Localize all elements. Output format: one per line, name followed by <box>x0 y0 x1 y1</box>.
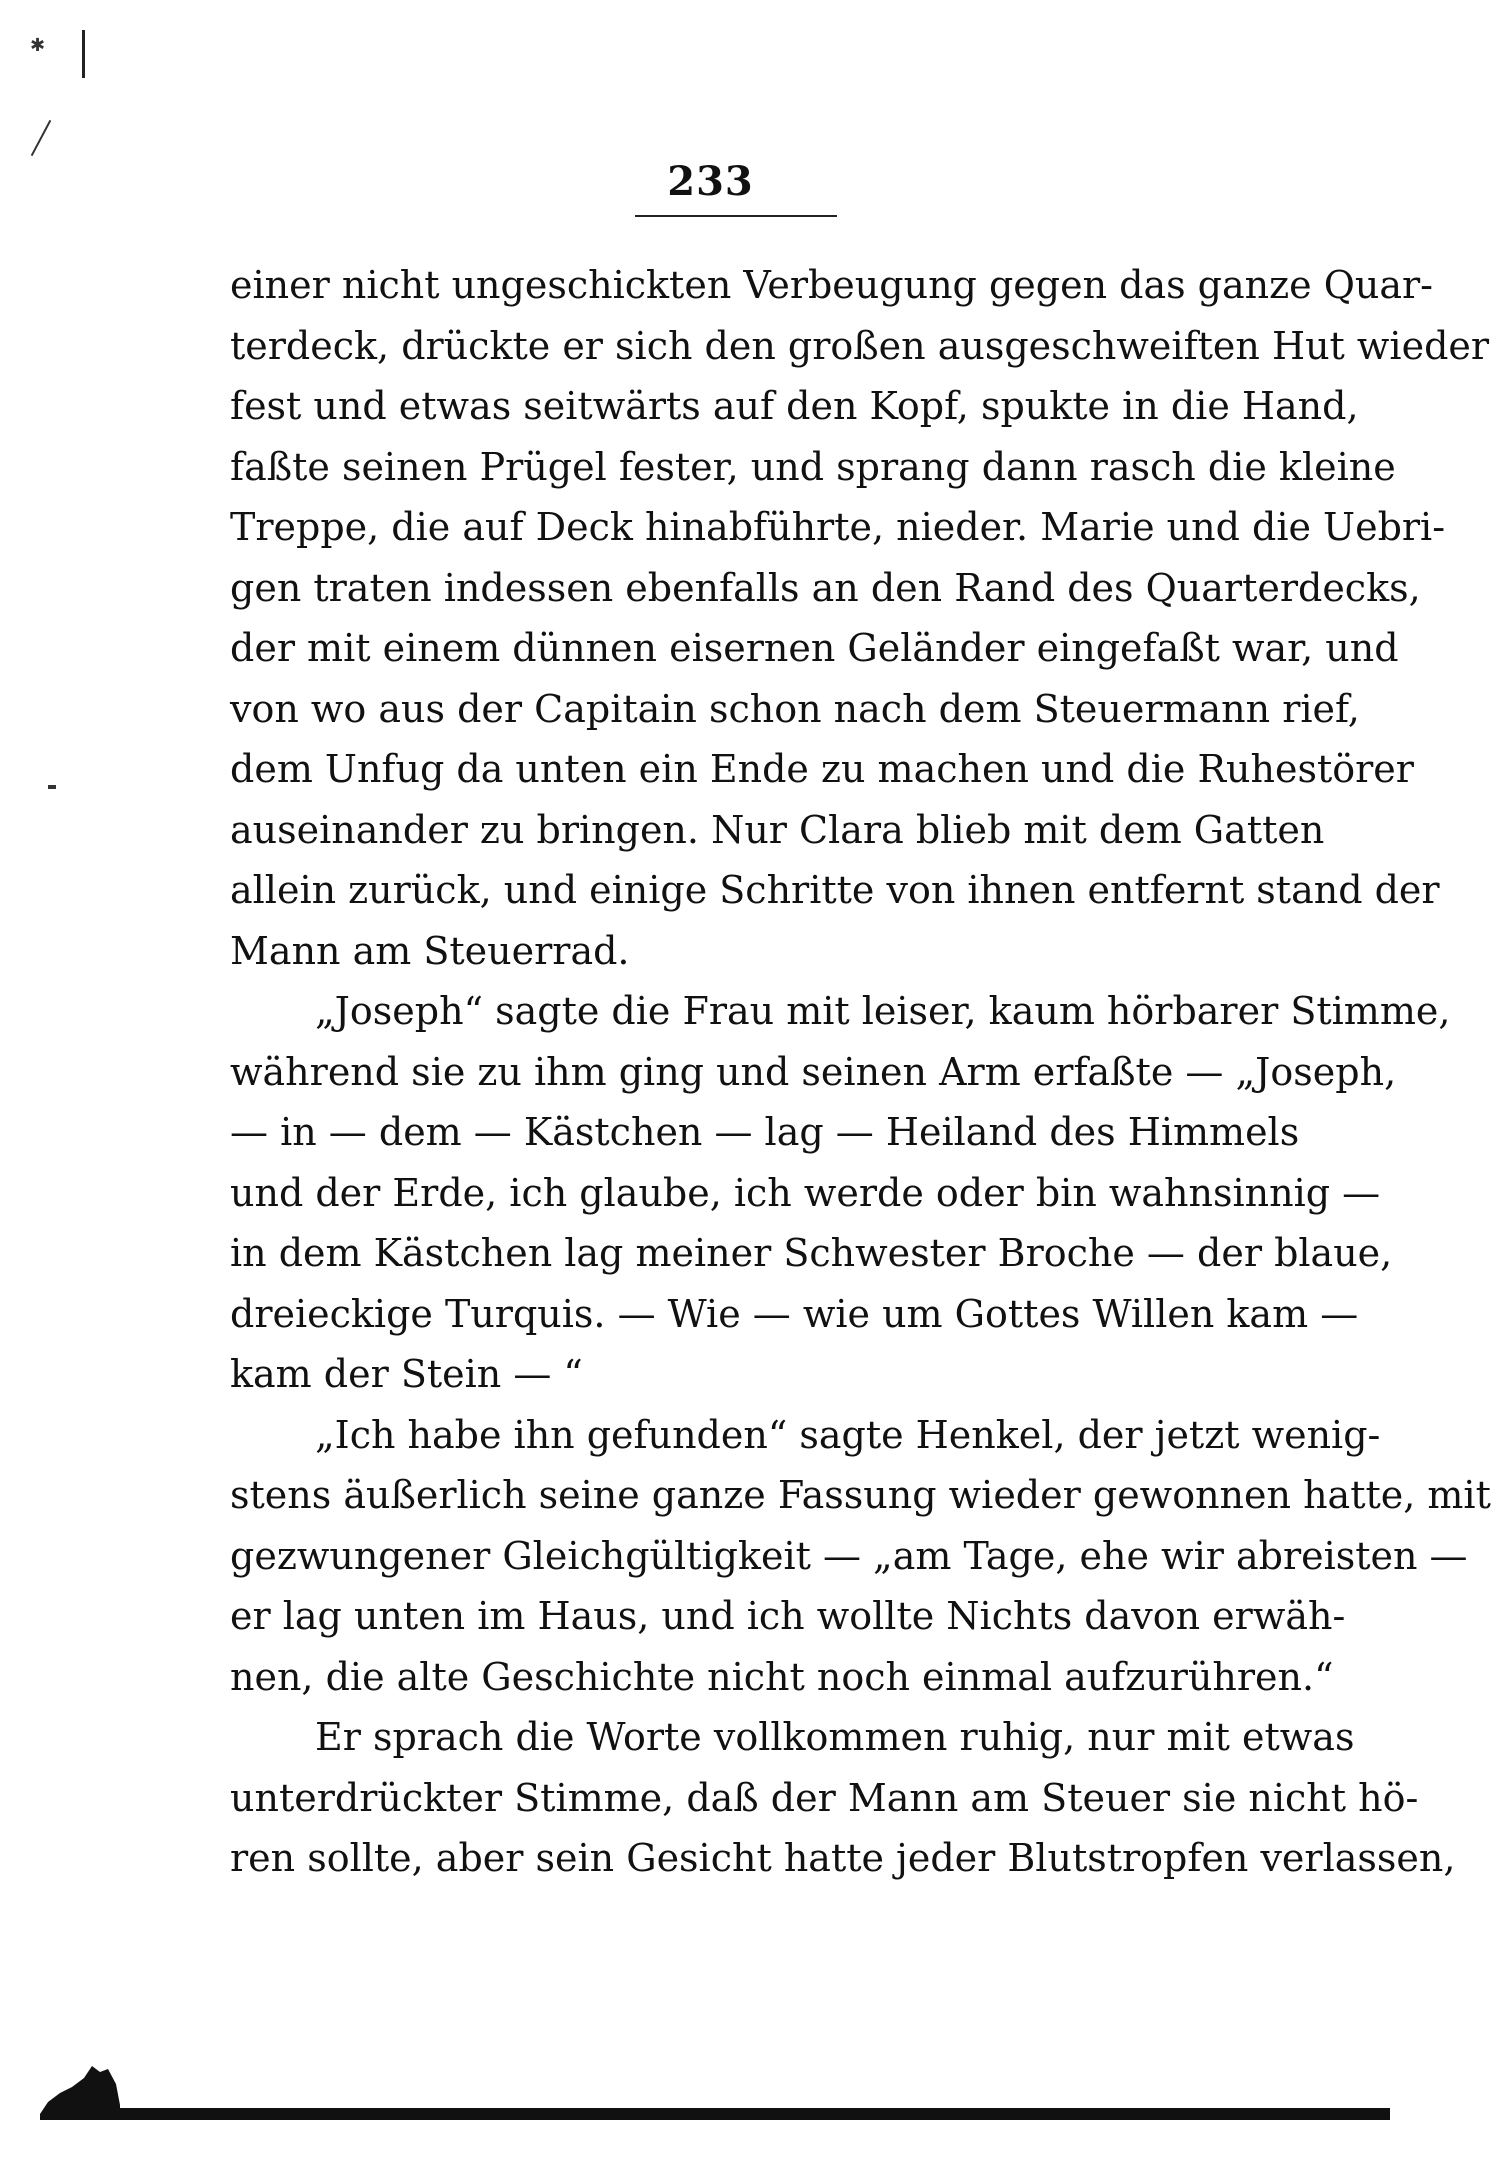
text-line: von wo aus der Capitain schon nach dem Steuermann rief, <box>230 686 1360 731</box>
text-line: fest und etwas seitwärts auf den Kopf, spukte in die Hand, <box>230 384 1359 428</box>
text-line: Treppe, die auf Deck hinabführte, nieder. Marie und die Uebri- <box>230 505 1446 549</box>
text-line: und der Erde, ich glaube, ich werde oder bin wahnsinnig — <box>230 1170 1381 1215</box>
margin-dot-mark <box>48 785 56 789</box>
paragraph <box>230 255 1490 981</box>
text-line: kam der Stein — “ <box>230 1352 583 1396</box>
text-line: dreieckige Turquis. — Wie — wie um Gottes Willen kam — <box>230 1291 1359 1336</box>
text-line: ren sollte, aber sein Gesicht hatte jeder Blutstropfen verlassen, <box>230 1836 1456 1880</box>
paragraph <box>230 1707 1456 1889</box>
header-rule <box>635 215 837 217</box>
text-line: gezwungener Gleichgültigkeit — „am Tage, ehe wir abreisten — <box>230 1533 1468 1578</box>
text-line: stens äußerlich seine ganze Fassung wieder gewonnen hatte, mit <box>230 1473 1491 1517</box>
text-line: Er sprach die Worte vollkommen ruhig, nur mit etwas <box>315 1715 1355 1759</box>
body-text <box>230 255 1491 1889</box>
text-line: er lag unten im Haus, und ich wollte Nichts davon erwäh- <box>230 1594 1346 1638</box>
text-line: während sie zu ihm ging und seinen Arm erfaßte — „Joseph, <box>230 1049 1397 1094</box>
margin-slash-mark <box>31 120 52 156</box>
text-line: gen traten indessen ebenfalls an den Rand des Quarterdecks, <box>230 565 1421 610</box>
text-line: einer nicht ungeschickten Verbeugung gegen das ganze Quar- <box>230 263 1434 307</box>
text-line: dem Unfug da unten ein Ende zu machen und die Ruhestörer <box>230 747 1414 791</box>
text-line: Mann am Steuerrad. <box>230 928 630 973</box>
text-line: in dem Kästchen lag meiner Schwester Broche — der blaue, <box>230 1231 1393 1275</box>
page-number: 233 <box>667 158 754 205</box>
margin-speck-icon: ✱ <box>30 35 46 56</box>
text-line: der mit einem dünnen eisernen Geländer eingefaßt war, und <box>230 626 1399 670</box>
text-line: faßte seinen Prügel fester, und sprang dann rasch die kleine <box>230 444 1396 489</box>
text-line: „Ich habe ihn gefunden“ sagte Henkel, der jetzt wenig- <box>315 1412 1381 1457</box>
margin-pencil-mark <box>82 30 85 78</box>
text-line: terdeck, drückte er sich den großen ausgeschweiften Hut wieder <box>230 323 1490 368</box>
paragraph <box>230 981 1451 1405</box>
footer-rule <box>45 2108 1390 2120</box>
text-line: nen, die alte Geschichte nicht noch einmal aufzurühren.“ <box>230 1654 1334 1699</box>
text-line: auseinander zu bringen. Nur Clara blieb mit dem Gatten <box>230 807 1325 852</box>
text-line: „Joseph“ sagte die Frau mit leiser, kaum hörbarer Stimme, <box>315 989 1451 1033</box>
paragraph <box>230 1405 1491 1708</box>
text-line: allein zurück, und einige Schritte von ihnen entfernt stand der <box>230 868 1440 912</box>
text-line: unterdrückter Stimme, daß der Mann am Steuer sie nicht hö- <box>230 1775 1419 1820</box>
text-line: — in — dem — Kästchen — lag — Heiland des Himmels <box>230 1110 1300 1154</box>
